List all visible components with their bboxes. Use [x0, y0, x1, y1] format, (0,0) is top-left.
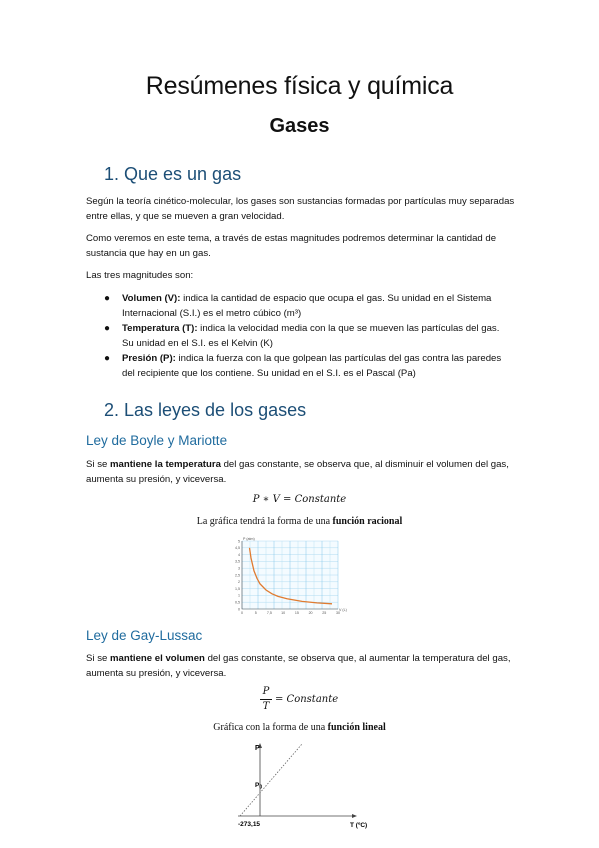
gay-lussac-formula	[258, 686, 348, 716]
gay-lussac-chart	[230, 740, 380, 832]
bullet-text: indica la fuerza con la que golpean las partículas del gas contra las paredes del recipiente que los contiene. Su unidad en el S.I. es el Pascal (Pa)	[122, 353, 502, 379]
y-tick-label: 5	[238, 539, 240, 544]
x-axis-label: T (ºC)	[350, 822, 368, 829]
y-tick-label: 1,5	[235, 586, 240, 591]
gay-lussac-heading: Ley de Gay-Lussac	[86, 628, 203, 643]
section-2-title: Las leyes de los gases	[124, 400, 307, 420]
boyle-heading: Ley de Boyle y Mariotte	[86, 433, 228, 448]
bullet-pressure	[104, 351, 512, 381]
section-1-heading	[104, 164, 241, 185]
x-tick-label: 5	[254, 611, 257, 615]
paragraph-kinetic-theory: Según la teoría cinético-molecular, los gases son sustancias formadas por partículas muy separadas entre ellas, y que se mueven a gran velocidad.	[86, 196, 515, 222]
bullet-term: Presión (P):	[122, 353, 176, 364]
fraction-bar	[260, 699, 272, 700]
x-tick-label: 20	[308, 611, 313, 615]
p0-label: $P_0$	[255, 782, 263, 791]
fraction-rhs: = Constante	[275, 694, 339, 705]
boyle-text-bold: mantiene la temperatura	[110, 459, 221, 470]
section-2-heading	[104, 400, 306, 421]
gay-caption-bold: función lineal	[327, 722, 386, 733]
x-tick-label: 7,5	[266, 611, 272, 615]
bullet-dot: ●	[104, 323, 111, 334]
boyle-caption-pre: La gráfica tendrá la forma de una	[196, 516, 333, 527]
bullet-dot: ●	[104, 353, 111, 364]
section-2-number: 2.	[104, 400, 120, 420]
y-tick-label: 4,5	[235, 546, 240, 551]
gay-caption-pre: Gráfica con la forma de una	[213, 722, 328, 733]
paragraph-three-magnitudes: Las tres magnitudes son:	[86, 270, 194, 281]
x-axis-title: V (L)	[339, 608, 347, 612]
bullet-term: Volumen (V):	[122, 293, 181, 304]
linear-trend-line	[240, 744, 302, 816]
y-tick-label: 4	[238, 552, 240, 557]
paragraph-magnitudes: Como veremos en este tema, a través de estas magnitudes podremos determinar la cantidad de sustancia que hay en un gas.	[86, 233, 497, 259]
y-tick-label: 0	[238, 607, 240, 612]
boyle-chart	[226, 536, 350, 622]
x-tick-label: 0	[241, 611, 243, 615]
y-axis-label: P	[255, 745, 260, 752]
y-tick-label: 3,5	[235, 559, 240, 564]
bullet-term: Temperatura (T):	[122, 323, 198, 334]
document-subtitle: Gases	[269, 115, 330, 137]
gay-text-pre: Si se	[86, 653, 110, 664]
y-tick-label: 2	[238, 580, 240, 585]
boyle-text-post: del gas constante, se observa que, al disminuir el volumen del gas, aumenta su presión, y viceversa.	[86, 459, 509, 485]
x-tick-label: 25	[322, 611, 327, 615]
boyle-text-pre: Si se	[86, 459, 110, 470]
fraction-denominator: T	[262, 701, 270, 712]
gay-text-post: del gas constante, se observa que, al aumentar la temperatura del gas, aumenta su presión, y viceversa.	[86, 653, 511, 679]
bullet-dot: ●	[104, 293, 111, 304]
boyle-caption-bold: función racional	[332, 516, 403, 527]
y-tick-label: 1	[238, 593, 240, 598]
gay-lussac-paragraph	[86, 651, 526, 681]
y-axis-title: P (atm)	[243, 537, 255, 541]
bullet-text: indica la velocidad media con la que se mueven las partículas del gas. Su unidad en el S.I. es el Kelvin (K)	[122, 323, 500, 349]
fraction-numerator: P	[262, 686, 270, 697]
boyle-paragraph	[86, 457, 526, 487]
y-tick-label: 3	[238, 566, 240, 571]
y-tick-label: 2,5	[235, 573, 240, 578]
bullet-temperature	[104, 321, 512, 351]
document-title: Resúmenes física y química	[145, 72, 454, 100]
x-tick-label: 10	[281, 611, 286, 615]
bullet-volume	[104, 291, 512, 321]
section-1-title: Que es un gas	[124, 164, 242, 184]
x-tick-label: 15	[294, 611, 299, 615]
gay-lussac-caption	[0, 722, 599, 733]
x-axis-arrow	[352, 814, 357, 818]
x-annotation-label: -273,15	[238, 821, 261, 828]
y-tick-label: 0,5	[235, 600, 240, 605]
bullet-text: indica la cantidad de espacio que ocupa el gas. Su unidad en el Sistema Internacional (S.I.) es el metro cúbico (m³)	[122, 293, 492, 319]
boyle-formula: P ∗ V = Constante	[252, 494, 347, 505]
boyle-caption	[0, 516, 599, 527]
x-tick-label: 30	[336, 611, 340, 615]
gay-text-bold: mantiene el volumen	[110, 653, 205, 664]
section-1-number: 1.	[104, 164, 120, 184]
